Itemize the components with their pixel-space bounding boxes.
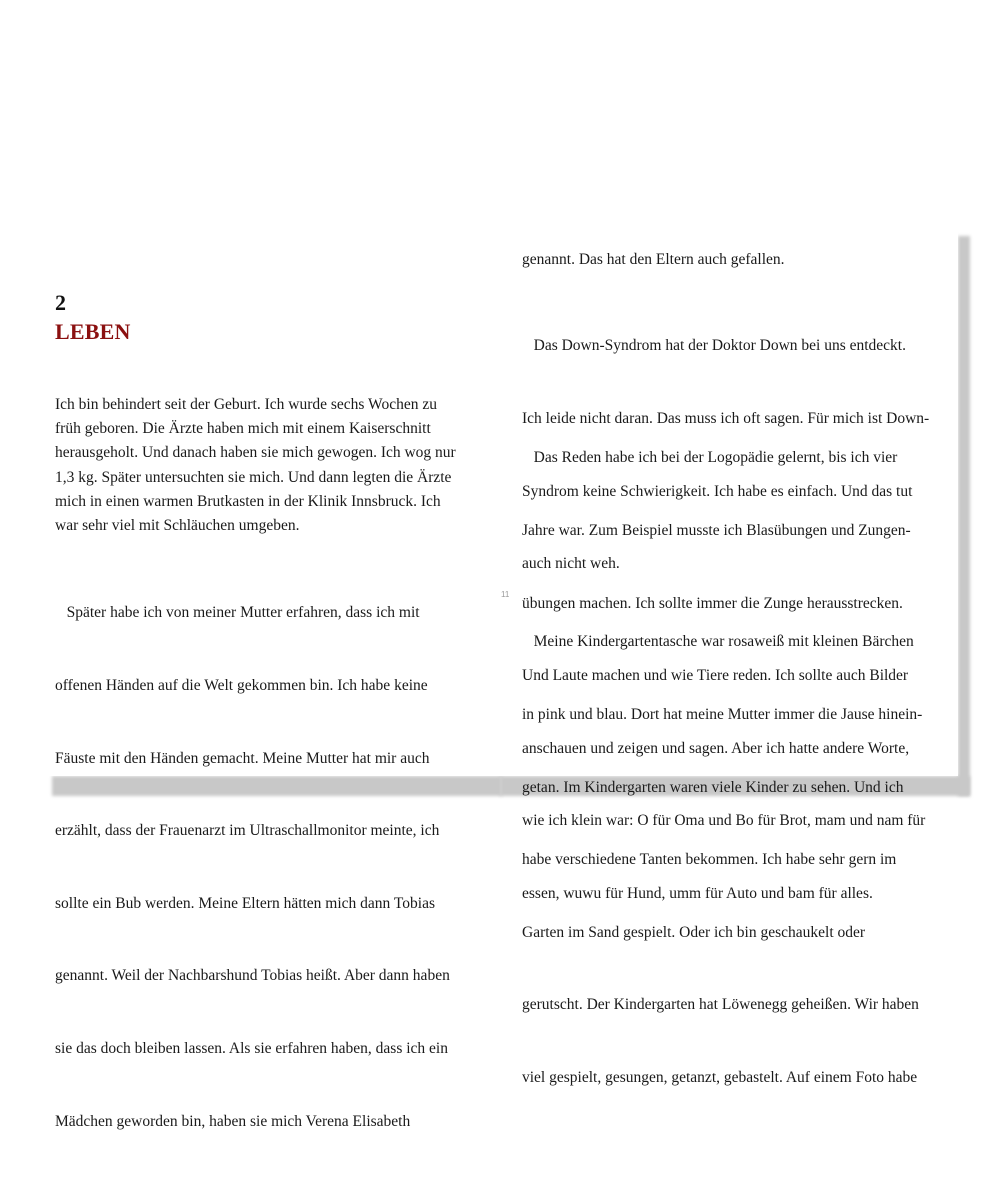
text-line: genannt. Weil der Nachbarshund Tobias heißt. Aber dann haben xyxy=(55,967,450,985)
paragraph xyxy=(55,393,456,538)
text-line: gerutscht. Der Kindergarten hat Löwenegg geheißen. Wir haben xyxy=(522,996,919,1014)
paragraph xyxy=(522,248,785,272)
chapter-number: 2 xyxy=(55,290,66,315)
text-line: auch nicht weh. xyxy=(522,555,620,573)
text-line: Das Reden habe ich bei der Logopädie gelernt, bis ich vier xyxy=(522,449,898,467)
text-line: übungen machen. Ich sollte immer die Zunge herausstrecken. xyxy=(522,594,903,612)
text-line: essen, wuwu für Hund, umm für Auto und bam für alles. xyxy=(522,884,873,902)
text-line: offenen Händen auf die Welt gekommen bin. Ich habe keine xyxy=(55,677,428,694)
page-number: 11 xyxy=(501,590,510,599)
text-line: sollte ein Bub werden. Meine Eltern hätten mich dann Tobias xyxy=(55,894,436,912)
text-line: 1,3 kg. Später untersuchten sie mich. Und dann legten die Ärzte xyxy=(55,468,452,486)
text-line: anschauen und zeigen und sagen. Aber ich hatte andere Worte, xyxy=(522,739,910,757)
text-line: Jahre war. Zum Beispiel musste ich Blasübungen und Zungen- xyxy=(522,522,911,539)
text-line: Ich bin behindert seit der Geburt. Ich wurde sechs Wochen zu xyxy=(55,396,437,413)
chapter-title: LEBEN xyxy=(55,319,131,344)
paragraph xyxy=(522,582,922,1139)
text-line: erzählt, dass der Frauenarzt im Ultraschallmonitor meinte, ich xyxy=(55,822,440,840)
text-line: herausgeholt. Und danach haben sie mich gewogen. Ich wog nur xyxy=(55,444,456,462)
text-line: Und Laute machen und wie Tiere reden. Ich sollte auch Bilder xyxy=(522,667,909,685)
text-line: früh geboren. Die Ärzte haben mich mit einem Kaiserschnitt xyxy=(55,420,431,438)
text-line: habe verschiedene Tanten bekommen. Ich habe sehr gern im xyxy=(522,851,897,869)
text-line: mich in einen warmen Brutkasten in der Klinik Innsbruck. Ich xyxy=(55,492,441,510)
paragraph xyxy=(55,553,450,1182)
text-line: Fäuste mit den Händen gemacht. Meine Mutter hat mir auch xyxy=(55,749,430,767)
text-line: war sehr viel mit Schläuchen umgeben. xyxy=(55,516,300,534)
text-line: genannt. Das hat den Eltern auch gefallen. xyxy=(522,251,785,268)
text-line: Später habe ich von meiner Mutter erfahren, dass ich mit xyxy=(55,604,420,622)
text-line: Das Down-Syndrom hat der Doktor Down bei uns entdeckt. xyxy=(522,337,906,355)
text-line: wie ich klein war: O für Oma und Bo für Brot, mam und nam für xyxy=(522,812,926,830)
text-line: Ich leide nicht daran. Das muss ich oft sagen. Für mich ist Down- xyxy=(522,410,930,427)
text-line: Mädchen geworden bin, haben sie mich Verena Elisabeth xyxy=(55,1112,411,1130)
text-line: viel gespielt, gesungen, getanzt, gebastelt. Auf einem Foto habe xyxy=(522,1068,918,1086)
text-line: in pink und blau. Dort hat meine Mutter immer die Jause hinein- xyxy=(522,706,923,723)
text-line: Meine Kindergartentasche war rosaweiß mit kleinen Bärchen xyxy=(522,633,914,651)
text-line: getan. Im Kindergarten waren viele Kinder zu sehen. Und ich xyxy=(522,778,904,796)
text-line: Garten im Sand gespielt. Oder ich bin geschaukelt oder xyxy=(522,923,866,941)
text-line: sie das doch bleiben lassen. Als sie erfahren haben, dass ich ein xyxy=(55,1039,448,1057)
page-shadow xyxy=(958,236,970,796)
text-line: Syndrom keine Schwierigkeit. Ich habe es einfach. Und das tut xyxy=(522,482,913,500)
